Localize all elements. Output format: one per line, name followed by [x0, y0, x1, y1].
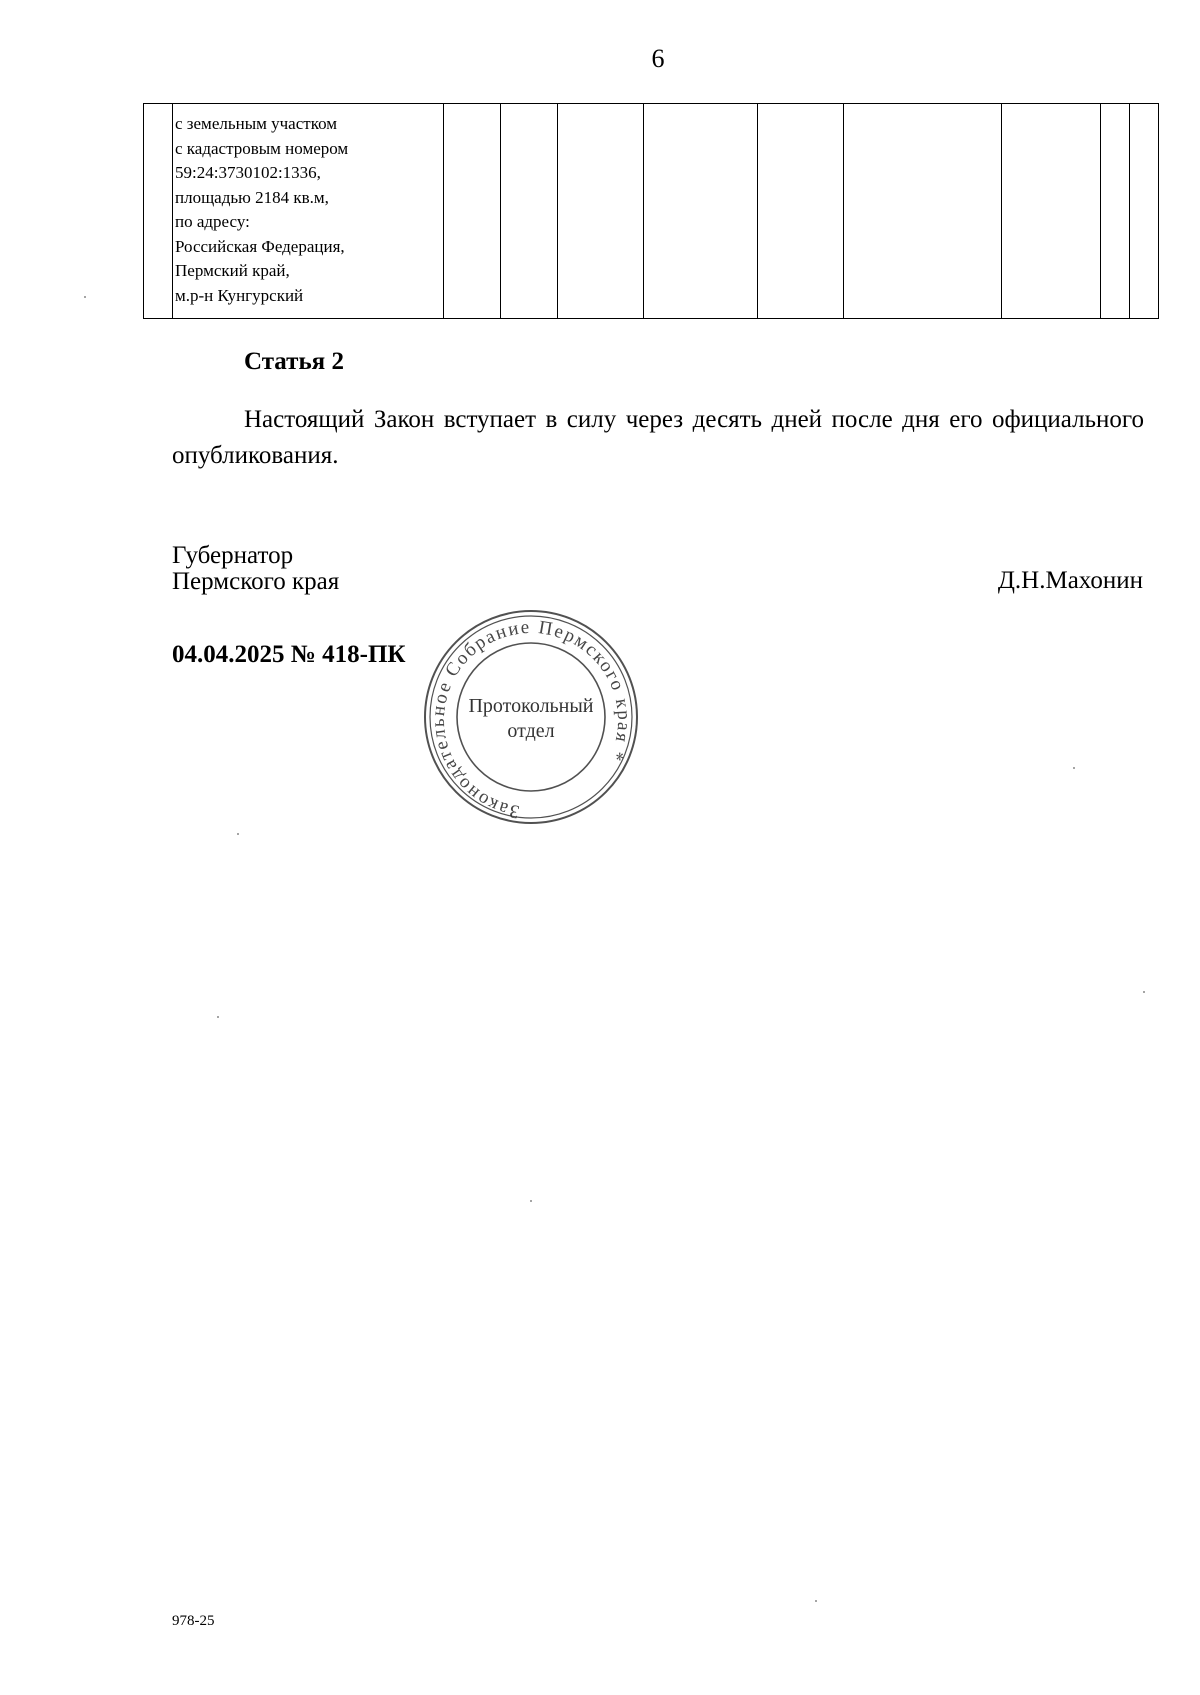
table-cell-empty [644, 104, 758, 319]
cell-line: 59:24:3730102:1336, [175, 163, 321, 182]
signatory-title-line: Губернатор [172, 542, 294, 569]
table-cell-empty [1101, 104, 1130, 319]
scan-speck [217, 1016, 219, 1018]
scan-speck [1143, 991, 1145, 993]
table-cell-empty [1130, 104, 1159, 319]
signatory-title [172, 543, 339, 595]
table-row [144, 104, 1159, 319]
footer-code: 978-25 [172, 1613, 215, 1629]
land-table [143, 103, 1159, 319]
scan-speck [237, 833, 239, 835]
table-cell-empty [501, 104, 558, 319]
scan-speck [530, 1200, 532, 1202]
signatory-title-line: Пермского края [172, 568, 340, 595]
cell-line: с земельным участком [175, 114, 338, 133]
table-cell-empty [844, 104, 1002, 319]
cell-line: Российская Федерация, [175, 236, 345, 256]
document-number: 04.04.2025 № 418-ПК [172, 641, 406, 668]
table-cell-empty [558, 104, 644, 319]
cell-line: Пермский край, [175, 261, 290, 280]
scan-speck [1073, 767, 1075, 769]
cell-line: с кадастровым номером [175, 138, 349, 158]
seal-center-line: Протокольный [468, 695, 594, 717]
cell-line: м.р-н Кунгурский [175, 285, 304, 305]
seal-center-line: отдел [507, 720, 555, 742]
article-body: Настоящий Закон вступает в силу через десять дней после дня его официального опубликования. [172, 406, 1144, 469]
page-number: 6 [651, 44, 665, 73]
table-cell-empty [758, 104, 844, 319]
official-seal [418, 607, 644, 827]
table-cell-empty [444, 104, 501, 319]
article-title: Статья 2 [244, 348, 344, 375]
seal-ring-text: Законодательное Собрание Пермского края * [427, 616, 635, 823]
table-cell-number [144, 104, 173, 319]
cell-line: по адресу: [175, 212, 250, 231]
table-cell-empty [1002, 104, 1101, 319]
scan-speck [815, 1600, 817, 1602]
cell-line: площадью 2184 кв.м, [175, 187, 329, 207]
signatory-name: Д.Н.Махонин [997, 567, 1143, 594]
scan-speck [84, 296, 86, 298]
seal-inner-ring [457, 643, 605, 791]
table-cell-description [173, 104, 444, 319]
